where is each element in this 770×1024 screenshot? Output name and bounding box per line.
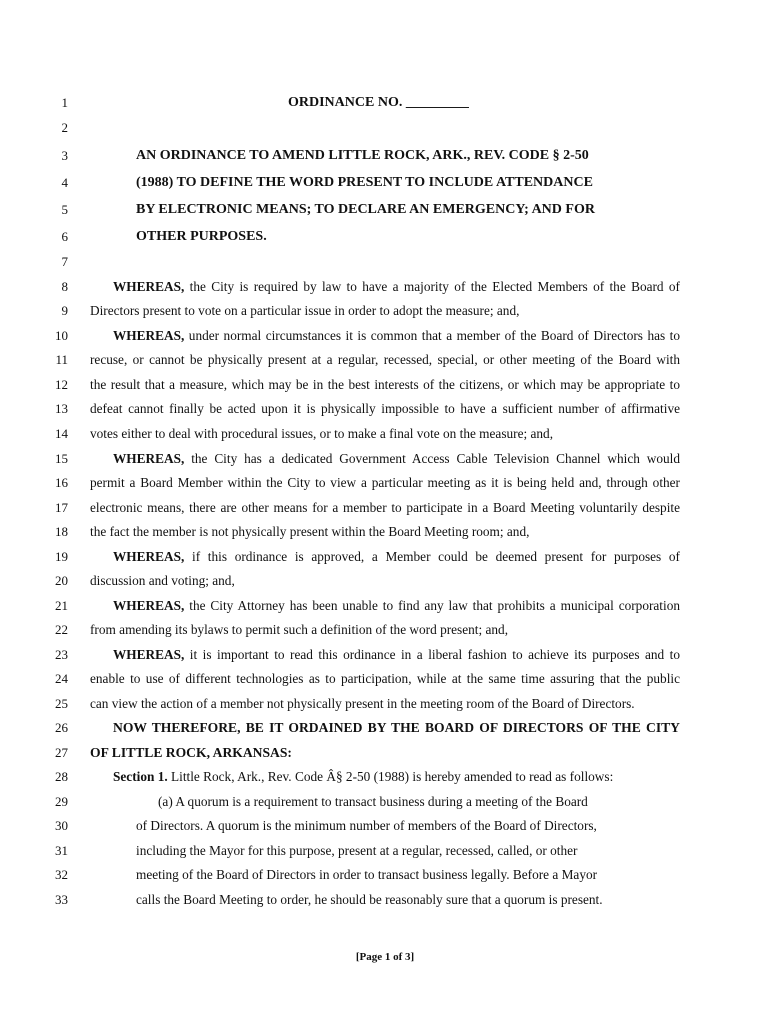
- line-number: 12: [55, 377, 68, 392]
- line-number: 4: [61, 175, 68, 190]
- body-line: votes either to deal with procedural issues, or to make a final vote on the measure; and,: [90, 426, 554, 441]
- body-line: Section 1. Little Rock, Ark., Rev. Code Â§ 2-50 (1988) is hereby amended to read as follows:: [113, 769, 614, 784]
- line-number: 31: [55, 843, 68, 858]
- body-line: permit a Board Member within the City to view a particular meeting as it is being held and, through other: [90, 475, 680, 490]
- line-number: 30: [55, 818, 68, 833]
- line-number: 6: [61, 229, 68, 244]
- heading-line: AN ORDINANCE TO AMEND LITTLE ROCK, ARK., REV. CODE § 2-50: [136, 148, 589, 163]
- line-number: 7: [61, 254, 68, 269]
- heading-line: (1988) TO DEFINE THE WORD PRESENT TO INCLUDE ATTENDANCE: [136, 175, 593, 190]
- whereas-label: WHEREAS,: [113, 279, 185, 294]
- quoted-code-line: of Directors. A quorum is the minimum number of members of the Board of Directors,: [136, 818, 597, 833]
- body-line: WHEREAS, under normal circumstances it is common that a member of the Board of Directors has to: [113, 328, 680, 343]
- body-line: WHEREAS, if this ordinance is approved, a Member could be deemed present for purposes of: [113, 549, 680, 564]
- line-number: 24: [55, 671, 68, 686]
- quoted-code-line: calls the Board Meeting to order, he should be reasonably sure that a quorum is present.: [136, 892, 603, 907]
- body-line: the fact the member is not physically present within the Board Meeting room; and,: [90, 524, 530, 539]
- line-number: 8: [61, 279, 68, 294]
- line-number: 28: [55, 769, 68, 784]
- line-number: 19: [55, 549, 68, 564]
- line-number: 22: [55, 622, 68, 637]
- line-number: 27: [55, 745, 68, 760]
- line-number: 25: [55, 696, 68, 711]
- quoted-code-line: (a) A quorum is a requirement to transact business during a meeting of the Board: [158, 794, 588, 809]
- ordaining-clause: NOW THEREFORE, BE IT ORDAINED BY THE BOARD OF DIRECTORS OF THE CITY: [113, 720, 680, 735]
- line-number: 5: [61, 202, 68, 217]
- line-number: 3: [61, 148, 68, 163]
- line-number: 9: [61, 303, 68, 318]
- line-number: 26: [55, 720, 68, 735]
- quoted-code-line: meeting of the Board of Directors in order to transact business legally. Before a Mayor: [136, 867, 598, 882]
- body-line: defeat cannot finally be acted upon it is physically impossible to have a sufficient number of affirmative: [90, 401, 680, 416]
- body-line: WHEREAS, the City Attorney has been unable to find any law that prohibits a municipal corporation: [113, 598, 680, 613]
- line-number: 13: [55, 401, 68, 416]
- body-line: electronic means, there are other means for a member to participate in a Board Meeting voluntarily despite: [90, 500, 680, 515]
- line-number: 10: [55, 328, 68, 343]
- body-line: Directors present to vote on a particular issue in order to adopt the measure; and,: [90, 303, 520, 318]
- line-number: 11: [55, 352, 68, 367]
- page-footer: [Page 1 of 3]: [355, 951, 415, 963]
- line-number: 21: [55, 598, 68, 613]
- whereas-label: WHEREAS,: [113, 647, 185, 662]
- line-number: 14: [55, 426, 68, 441]
- body-line: the result that a measure, which may be in the best interests of the citizens, or which may be appropriate to: [90, 377, 680, 392]
- line-number: 29: [55, 794, 68, 809]
- line-number: 2: [61, 120, 68, 135]
- line-number: 20: [55, 573, 68, 588]
- whereas-label: WHEREAS,: [113, 598, 185, 613]
- heading-line: OTHER PURPOSES.: [136, 229, 267, 244]
- body-line: can view the action of a member not physically present in the meeting room of the Board of Directors.: [90, 696, 635, 711]
- section-label: Section 1.: [113, 769, 168, 784]
- whereas-label: WHEREAS,: [113, 549, 185, 564]
- body-line: enable to use of different technologies as to participation, while at the same time assuring that the public: [90, 671, 680, 686]
- line-number: 16: [55, 475, 68, 490]
- whereas-label: WHEREAS,: [113, 328, 185, 343]
- body-line: from amending its bylaws to permit such a definition of the word present; and,: [90, 622, 509, 637]
- line-number: 32: [55, 867, 68, 882]
- ordaining-clause: OF LITTLE ROCK, ARKANSAS:: [90, 745, 292, 760]
- line-number: 33: [55, 892, 68, 907]
- body-line: discussion and voting; and,: [90, 573, 235, 588]
- line-number: 1: [61, 95, 68, 110]
- line-number: 15: [55, 451, 68, 466]
- line-number: 18: [55, 524, 68, 539]
- line-number: 23: [55, 647, 68, 662]
- body-line: WHEREAS, the City is required by law to have a majority of the Elected Members of the Board of: [113, 279, 680, 294]
- quoted-code-line: including the Mayor for this purpose, present at a regular, recessed, called, or other: [136, 843, 578, 858]
- line-number: 17: [55, 500, 68, 515]
- body-line: WHEREAS, the City has a dedicated Government Access Cable Television Channel which would: [113, 451, 680, 466]
- ordinance-title: ORDINANCE NO. _________: [288, 95, 469, 110]
- body-line: recuse, or cannot be physically present at a regular, recessed, special, or other meeting of the Board with: [90, 352, 680, 367]
- body-line: WHEREAS, it is important to read this ordinance in a liberal fashion to achieve its purposes and to: [113, 647, 680, 662]
- heading-line: BY ELECTRONIC MEANS; TO DECLARE AN EMERGENCY; AND FOR: [136, 202, 595, 217]
- whereas-label: WHEREAS,: [113, 451, 185, 466]
